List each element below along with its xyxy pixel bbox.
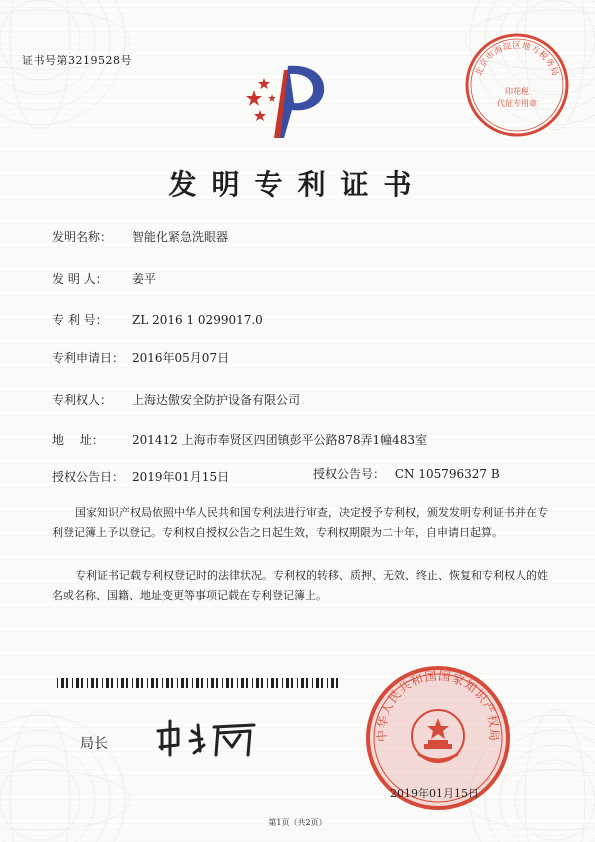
tax-seal-line1: 印花税 [505, 87, 529, 96]
barcode [57, 678, 341, 688]
certificate-number: 证书号第3219528号 [22, 54, 132, 67]
field-value: 2019年01月15日 [132, 470, 230, 484]
corner-pattern-top-left [0, 0, 140, 140]
body-paragraph-2: 专利证书记载专利权登记时的法律状况。专利权的转移、质押、无效、终止、恢复和专利权人的姓名或名称、国籍、地址变更等事项记载在专利登记簿上。 [52, 569, 548, 602]
field-patent-number [52, 311, 263, 328]
page-title: 发明专利证书 [168, 168, 427, 201]
page-footer: 第1页（共2页） [268, 818, 327, 827]
director-label: 局长 [80, 736, 108, 752]
field-label: 授权公告号： [313, 467, 386, 481]
field-value: 201412 上海市奉贤区四团镇彭平公路878弄1幢483室 [132, 433, 428, 447]
tax-seal-stamp [462, 30, 572, 140]
field-announce-number [313, 465, 500, 482]
seal-date: 2019年01月15日 [390, 787, 479, 800]
field-value: 智能化紧急洗眼器 [132, 230, 229, 244]
patent-office-logo-icon [240, 60, 332, 142]
tax-seal-line2: 代征专用章 [497, 99, 537, 108]
field-value: 上海达傲安全防护设备有限公司 [132, 393, 301, 407]
field-label: 授权公告日： [52, 470, 125, 484]
field-value: ZL 2016 1 0299017.0 [132, 313, 263, 327]
field-label: 发 明 人： [52, 272, 108, 286]
field-value: 2016年05月07日 [132, 351, 230, 365]
field-label: 专利权人： [52, 393, 113, 407]
field-filing-date [52, 349, 229, 366]
tax-seal-arc-text: 北京市海淀区地方税务局 [474, 41, 560, 78]
field-value: 姜平 [132, 272, 157, 286]
field-announce-date [52, 468, 229, 485]
director-signature [152, 715, 262, 760]
field-label: 地 址： [52, 433, 104, 447]
field-patentee [52, 391, 300, 408]
body-paragraph-1: 国家知识产权局依照中华人民共和国专利法进行审查，决定授予专利权，颁发发明专利证书并在专利登记簿上予以登记。专利权自授权公告之日起生效，专利权期限为二十年，自申请日起算。 [52, 506, 548, 539]
field-address [52, 431, 427, 448]
field-value: CN 105796327 B [394, 467, 500, 481]
field-label: 专利申请日： [52, 351, 125, 365]
field-label: 专 利 号： [52, 313, 108, 327]
ip-seal-arc-text: 中华人民共和国国家知识产权局 [374, 668, 502, 743]
field-label: 发明名称： [52, 230, 113, 244]
field-inventor [52, 270, 156, 287]
field-invention-name [52, 228, 228, 245]
